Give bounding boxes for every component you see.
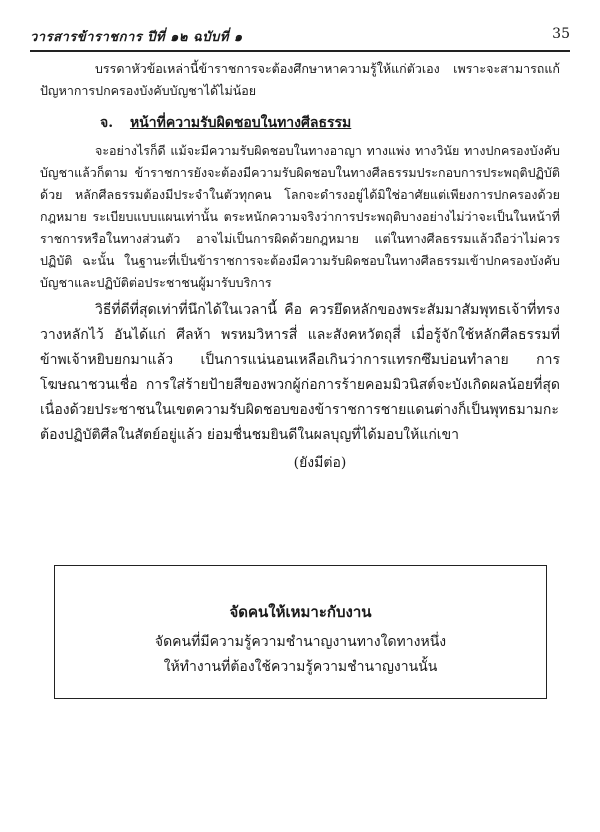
motto-title: จัดคนให้เหมาะกับงาน [229,603,372,621]
continued-note: (ยังมีต่อ) [293,455,347,471]
section-number: จ. [100,115,114,131]
section-title: หน้าที่ความรับผิดชอบในทางศีลธรรม [129,115,352,131]
motto-box [54,565,547,699]
paragraph-3: วิธีที่ดีที่สุดเท่าที่นึกได้ในเวลานี้ คือ ควรยึดหลักของพระสัมมาสัมพุทธเจ้าที่ทรงวางหลักไว้ อันได้แก่ ศีลห้า พรหมวิหารสี่ และสังคหวัตถุสี่ เมื่อรู้จักใช้หลักศีลธรรมที่ข้าพเจ้าหยิบยกมาแล้ว เป็นการแน่นอนเหลือเกินว่าการแทรกซึมบ่อนทำลาย การโฆษณาชวนเชื่อ การใส่ร้ายป้ายสีของพวกผู้ก่อการร้ายคอมมิวนิสต์จะบังเกิดผลน้อยที่สุด เนื่องด้วยประชาชนในเขตความรับผิดชอบของข้าราชการชายแดนต่างก็เป็นพุทธมามกะต้องปฏิบัติศีลในสัตย์อยู่แล้ว ย่อมชื่นชมยินดีในผลบุญที่ได้มอบให้แก่เขา [40,302,560,443]
paragraph-1: บรรดาหัวข้อเหล่านี้ข้าราชการจะต้องศึกษาหาความรู้ให้แก่ตัวเอง เพราะจะสามารถแก้ปัญหาการปกครองบังคับบัญชาได้ไม่น้อย [40,61,560,98]
journal-title: วารสารข้าราชการ ปีที่ ๑๒ ฉบับที่ ๑ [30,30,243,45]
motto-line-1: จัดคนที่มีความรู้ความชำนาญงานทางใดทางหนึ่ง [154,634,447,650]
paragraph-2: จะอย่างไรก็ดี แม้จะมีความรับผิดชอบในทางอาญา ทางแพ่ง ทางวินัย ทางปกครองบังคับบัญชาแล้วก็ตาม ข้าราชการยังจะต้องมีความรับผิดชอบในทางศีลธรรมประกอบการประพฤติปฏิบัติด้วย หลักศีลธรรมต้องมีประจำในตัวทุกคน โลกจะดำรงอยู่ได้มิใช่อาศัยแต่เพียงการปกครองด้วยกฎหมาย ระเบียบแบบแผนเท่านั้น ตระหนักความจริงว่าการประพฤติบางอย่างไม่ว่าจะเป็นในหน้าที่ราชการหรือในทางส่วนตัว อาจไม่เป็นการผิดด้วยกฎหมาย แต่ในทางศีลธรรมแล้วถือว่าไม่ควรปฏิบัติ ฉะนั้น ในฐานะที่เป็นข้าราชการจะต้องมีความรับผิดชอบในทางศีลธรรมเข้าปกครองบังคับบัญชาและปฏิบัติต่อประชาชนผู้มารับบริการ [40,143,560,290]
header-rule [30,50,570,52]
article-body [40,58,560,474]
page-header [30,26,570,48]
motto-line-2: ให้ทำงานที่ต้องใช้ความรู้ความชำนาญงานนั้น [163,659,438,675]
section-heading [100,112,560,134]
page-number: 35 [552,26,570,42]
